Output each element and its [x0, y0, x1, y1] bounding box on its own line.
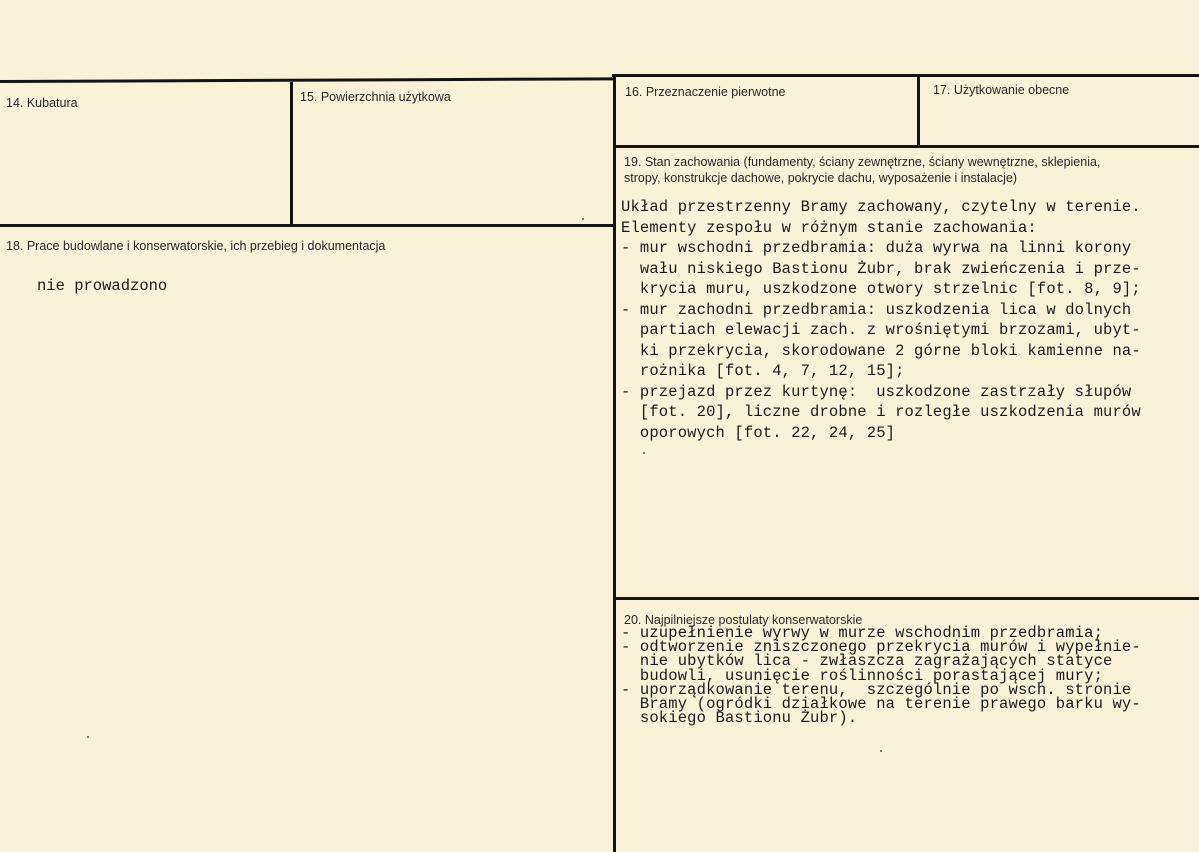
scan-speck	[582, 218, 584, 220]
field-19-stan-zachowania-text: Układ przestrzenny Bramy zachowany, czytelny w terenie. Elementy zespołu w różnym stanie zachowania: - mur wschodni przedbramia: duża wyrwa na linni korony wału niskiego Bastionu Żubr, brak zwieńczenia i prze- krycia muru, uszkodzone otwory strzelnic [fot. 8, 9]; - mur zachodni przedbramia: uszkodzenia lica w dolnych partiach elewacji zach. z wrośniętymi brzozami, ubyt- ki przekrycia, skorodowane 2 górne bloki kamienne na- rożnika [fot. 4, 7, 12, 15]; - przejazd przez kurtynę: uszkodzone zastrzały słupów [fot. 20], liczne drobne i rozległe uszkodzenia murów oporowych [fot. 22, 24, 25]	[621, 198, 1141, 442]
main-column-divider	[613, 76, 616, 852]
field-19-stan-zachowania-label: 19. Stan zachowania (fundamenty, ściany zewnętrzne, ściany wewnętrzne, sklepienia, stropy, konstrukcje dachowe, pokrycie dachu, wyposażenie i instalacje)	[624, 155, 1101, 185]
divider-16-17	[917, 75, 920, 146]
field-20-postulaty-text: - uzupełnienie wyrwy w murze wschodnim przedbramia; - odtworzenie zniszczonego przekrycia murów i wypełnie- nie ubytków lica - zwłaszcza zagrażających statyce budowli, usunięcie roślinności porastającej mury; - uporządkowanie terenu, szczególnie po wsch. stronie Bramy (ogródki działkowe na terenie prawego barku wy- sokiego Bastionu Żubr).	[621, 624, 1141, 728]
scan-speck	[880, 750, 882, 752]
rule-below-16-17	[614, 145, 1199, 148]
field-17-uzytkowanie-label: 17. Użytkowanie obecne	[933, 83, 1070, 97]
field-18-prace-value: nie prowadzono	[37, 277, 168, 295]
scan-speck	[643, 452, 645, 454]
field-20-postulaty-label: 20. Najpilniejsze postulaty konserwatorskie	[624, 613, 863, 627]
field-18-prace-label: 18. Prace budowlane i konserwatorskie, ich przebieg i dokumentacja	[6, 239, 386, 253]
field-14-kubatura-label: 14. Kubatura	[6, 96, 78, 110]
rule-below-14-15	[0, 224, 615, 227]
field-16-przeznaczenie-label: 16. Przeznaczenie pierwotne	[625, 85, 786, 99]
top-rule-right	[612, 74, 1199, 77]
divider-14-15	[290, 82, 293, 225]
top-rule-left	[0, 77, 614, 83]
scan-speck	[87, 736, 89, 738]
rule-above-20	[614, 597, 1199, 600]
field-15-powierzchnia-label: 15. Powierzchnia użytkowa	[300, 90, 451, 104]
